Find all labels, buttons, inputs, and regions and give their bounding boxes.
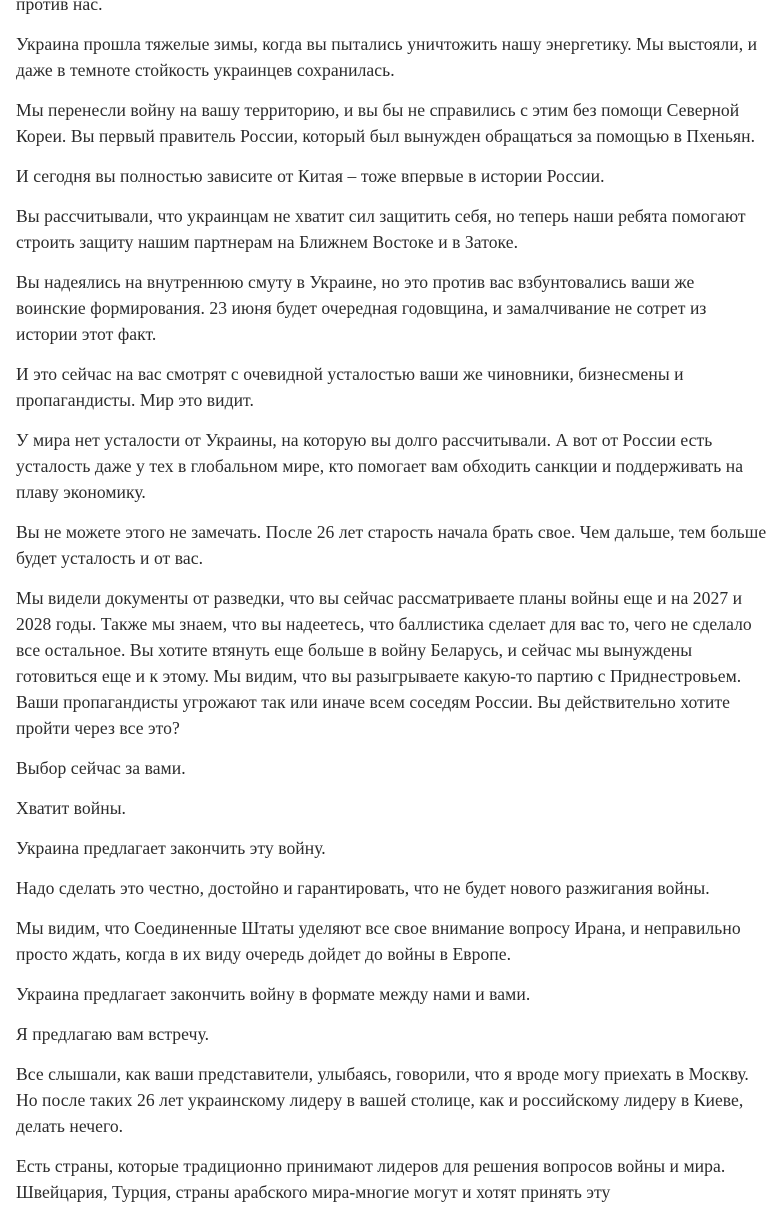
- paragraph: Все слышали, как ваши представители, улыбаясь, говорили, что я вроде могу приехать в Москву. Но после таких 26 лет украинскому лидеру в вашей столице, как и российскому лидеру в Киеве, делать нечего.: [16, 1064, 749, 1136]
- paragraph: У мира нет усталости от Украины, на которую вы долго рассчитывали. А вот от России есть усталость даже у тех в глобальном мире, кто помогает вам обходить санкции и поддерживать на плаву экономику.: [16, 430, 744, 502]
- paragraph: Хватит войны.: [16, 798, 127, 818]
- paragraph: И сегодня вы полностью зависите от Китая – тоже впервые в истории России.: [16, 166, 605, 186]
- article-body: [16, 0, 768, 1219]
- paragraph: Украина предлагает закончить эту войну.: [16, 838, 326, 858]
- paragraph: Выбор сейчас за вами.: [16, 758, 186, 778]
- paragraph: Вы не можете этого не замечать. После 26 лет старость начала брать свое. Чем дальше, тем больше будет усталость и от вас.: [16, 522, 767, 568]
- paragraph: Мы видели документы от разведки, что вы сейчас рассматриваете планы войны еще и на 2027 и 2028 годы. Также мы знаем, что вы надеетесь, что баллистика сделает для вас то, чего не сделало все остальное. Вы хотите втянуть еще больше в войну Беларусь, и сейчас мы вынуждены готовиться еще и к этому. Мы видим, что вы разыгрываете какую-то партию с Приднестровьем. Ваши пропагандисты угрожают так или иначе всем соседям России. Вы действительно хотите пройти через все это?: [16, 588, 752, 738]
- paragraph: Я предлагаю вам встречу.: [16, 1024, 210, 1044]
- paragraph: Мы видим, что Соединенные Штаты уделяют все свое внимание вопросу Ирана, и неправильно просто ждать, когда в их виду очередь дойдет до войны в Европе.: [16, 918, 741, 964]
- paragraph: Вы рассчитывали, что украинцам не хватит сил защитить себя, но теперь наши ребята помогают строить защиту нашим партнерам на Ближнем Востоке и в Затоке.: [16, 206, 746, 252]
- paragraph: Украина предлагает закончить войну в формате между нами и вами.: [16, 984, 531, 1004]
- paragraph: Надо сделать это честно, достойно и гарантировать, что не будет нового разжигания войны.: [16, 878, 710, 898]
- paragraph: И это сейчас на вас смотрят с очевидной усталостью ваши же чиновники, бизнесмены и пропагандисты. Мир это видит.: [16, 364, 684, 410]
- paragraph: Вы надеялись на внутреннюю смуту в Украине, но это против вас взбунтовались ваши же воинские формирования. 23 июня будет очередная годовщина, и замалчивание не сотрет из истории этот факт.: [16, 272, 707, 344]
- paragraph: против нас.: [16, 0, 103, 14]
- paragraph: Мы перенесли войну на вашу территорию, и вы бы не справились с этим без помощи Северной Кореи. Вы первый правитель России, который был вынужден обращаться за помощью в Пхеньян.: [16, 100, 756, 146]
- paragraph: Украина прошла тяжелые зимы, когда вы пытались уничтожить нашу энергетику. Мы выстояли, и даже в темноте стойкость украинцев сохранилась.: [16, 34, 758, 80]
- paragraph: Есть страны, которые традиционно принимают лидеров для решения вопросов войны и мира. Швейцария, Турция, страны арабского мира-многие могут и хотят принять эту: [16, 1156, 726, 1202]
